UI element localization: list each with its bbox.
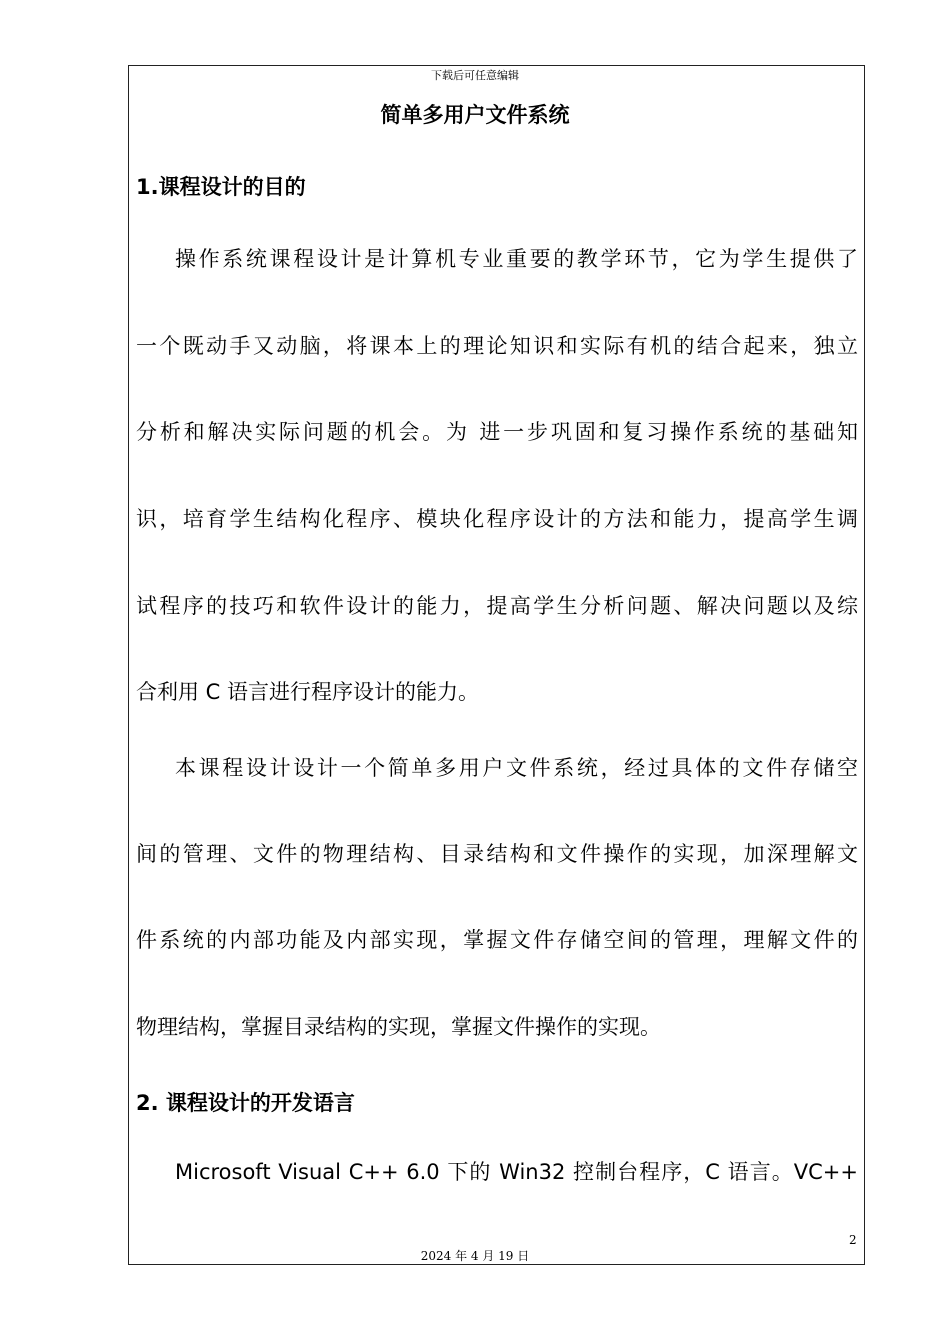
document-title: 简单多用户文件系统: [380, 103, 570, 127]
section-heading-language: 2. 课程设计的开发语言: [136, 1091, 355, 1115]
paragraph-line: 识，培育学生结构化程序、模块化程序设计的方法和能力，提高学生调: [136, 507, 858, 531]
footer-date: 2024 年 4 月 19 日: [420, 1249, 530, 1263]
section-heading-purpose: 1.课程设计的目的: [136, 175, 306, 199]
paragraph-line: 合利用 C 语言进行程序设计的能力。: [136, 680, 480, 704]
paragraph-line: 试程序的技巧和软件设计的能力，提高学生分析问题、解决问题以及综: [136, 594, 858, 618]
paragraph-line: 物理结构，掌握目录结构的实现，掌握文件操作的实现。: [136, 1015, 661, 1039]
paragraph-line: 操作系统课程设计是计算机专业重要的教学环节，它为学生提供了: [175, 247, 858, 271]
paragraph-line: 一个既动手又动脑，将课本上的理论知识和实际有机的结合起来，独立: [136, 334, 858, 358]
page-number: 2: [849, 1233, 857, 1247]
paragraph-line: 本课程设计设计一个简单多用户文件系统，经过具体的文件存储空: [175, 756, 858, 780]
paragraph-line: 件系统的内部功能及内部实现，掌握文件存储空间的管理，理解文件的: [136, 928, 858, 952]
paragraph-line: Microsoft Visual C++ 6.0 下的 Win32 控制台程序，C 语言。VC++: [175, 1160, 858, 1184]
header-note: 下载后可任意编辑: [431, 69, 519, 82]
paragraph-line: 间的管理、文件的物理结构、目录结构和文件操作的实现，加深理解文: [136, 842, 858, 866]
paragraph-line: 分析和解决实际问题的机会。为 进一步巩固和复习操作系统的基础知: [136, 420, 858, 444]
